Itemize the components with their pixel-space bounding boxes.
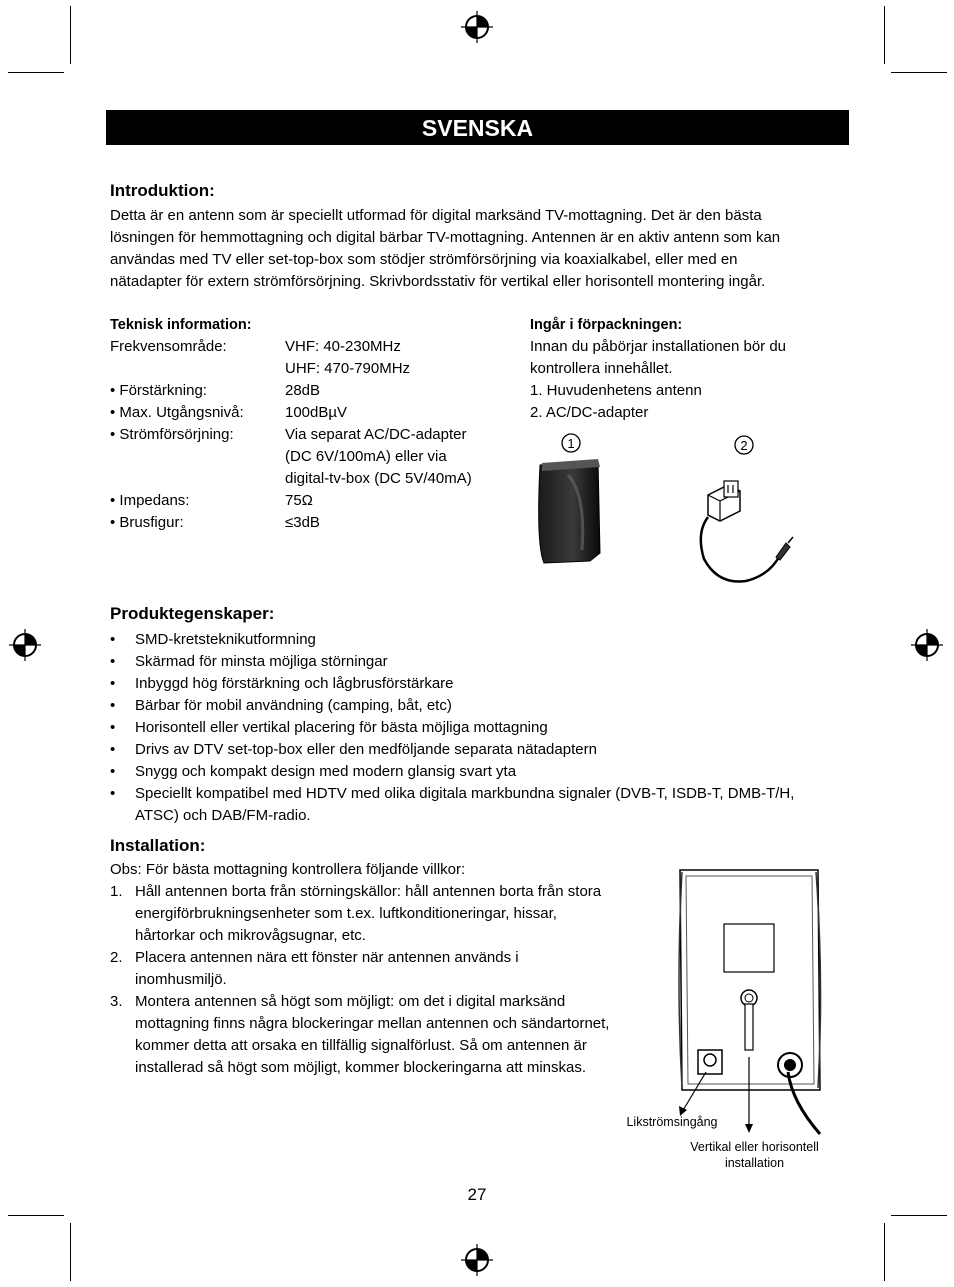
package-line: 1. Huvudenhetens antenn [530,382,702,399]
list-item-text: Snygg och kompakt design med modern glansig svart yta [135,763,517,780]
tech-row [110,424,505,446]
intro-line: Detta är en antenn som är speciellt utformad för digital marksänd TV-mottagning. Det är den bästa [110,207,762,224]
tech-value: 28dB [285,382,321,399]
tech-key: • Strömförsörjning: [110,426,234,443]
step-text: hårtorkar och mikrovågsugnar, etc. [135,927,366,944]
installation-note: Obs: För bästa mottagning kontrollera följande villkor: [110,861,466,878]
figure-label-2-text: 2 [740,438,748,453]
tech-key: • Förstärkning: [110,382,207,399]
intro-line: lösningen för hemmottagning och digital bärbar TV-mottagning. Antennen är en aktiv antenn som kan [110,229,781,246]
features-list [110,629,855,827]
list-item-text: Speciellt kompatibel med HDTV med olika digitala markbundna signaler (DVB-T, ISDB-T, DMB-T/H, [135,785,795,802]
tech-row [110,402,505,424]
tech-value: Via separat AC/DC-adapter [285,426,467,443]
package-contents-illustration [528,425,798,595]
list-item-text: Inbyggd hög förstärkning och lågbrusförstärkare [135,675,454,692]
list-item-text: Skärmad för minsta möjliga störningar [135,653,388,670]
installation-steps [110,881,655,1079]
intro-heading: Introduktion: [110,181,215,200]
list-item [110,739,855,761]
caption-mounting [672,1139,837,1171]
tech-table [110,336,505,534]
list-item-text: Drivs av DTV set-top-box eller den medföljande separata nätadaptern [135,741,597,758]
list-item [110,881,655,947]
installation-heading: Installation: [110,836,206,855]
package-line: kontrollera innehållet. [530,360,673,377]
intro-paragraph [110,205,855,293]
bullet: • [110,653,116,670]
step-text: energiförbrukningsenheter som t.ex. luftkonditioneringar, hissar, [135,905,557,922]
tech-value: VHF: 40-230MHz [285,338,401,355]
step-text: installerad så högt som möjligt, kommer blockeringarna att minskas. [135,1059,587,1076]
step-text: Håll antennen borta från störningskällor: håll antennen borta från stora [135,883,602,900]
tech-value: (DC 6V/100mA) eller via [285,448,447,465]
antenna-back-illustration [660,862,850,1137]
package-line: 2. AC/DC-adapter [530,404,649,421]
label-area [724,924,774,972]
step-text: kommer detta att orsaka en tillfällig signalförlust. Så om antennen är [135,1037,587,1054]
tech-key: • Max. Utgångsnivå: [110,404,244,421]
features-heading: Produktegenskaper: [110,604,275,623]
tech-row [110,468,505,490]
list-item [110,651,855,673]
caption-dc-input: Likströmsingång [626,1115,718,1129]
list-item-text: ATSC) och DAB/FM-radio. [135,807,311,824]
tech-key [110,446,285,468]
crop-mark [70,1223,71,1281]
step-text: Placera antennen nära ett fönster när antennen används i [135,949,519,966]
caption-line: installation [724,1156,785,1170]
registration-mark-icon [910,628,944,662]
tech-key [110,468,285,490]
caption-line: Vertikal eller horisontell [690,1140,819,1154]
crop-mark [891,1215,947,1216]
step-number: 1. [110,883,123,900]
tech-value: 100dBµV [285,404,348,421]
crop-mark [884,6,885,64]
page-number: 27 [467,1185,487,1204]
step-text: Montera antennen så högt som möjligt: om det i digital marksänd [135,993,566,1010]
tech-heading: Teknisk information: [110,317,252,333]
tech-key: Frekvensområde: [110,338,227,355]
step-text: mottagning finns några blockeringar mellan antennen och sändartornet, [135,1015,610,1032]
tech-key [110,358,285,380]
list-item [110,991,655,1079]
tech-value: digital-tv-box (DC 5V/40mA) [285,470,472,487]
bullet: • [110,719,116,736]
tech-row [110,336,505,358]
registration-mark-icon [8,628,42,662]
tech-row [110,490,505,512]
tech-value: ≤3dB [285,514,320,531]
bullet: • [110,763,116,780]
package-text [530,336,850,424]
step-number: 2. [110,949,123,966]
bullet: • [110,785,116,802]
section-banner: SVENSKA [106,110,849,145]
list-item [110,947,655,991]
tech-row [110,446,505,468]
list-item [110,629,855,651]
list-item-text: Bärbar för mobil användning (camping, båt, etc) [135,697,452,714]
crop-mark [884,1223,885,1281]
figure-label-1-text: 1 [567,436,575,451]
tech-row [110,380,505,402]
crop-mark [8,1215,64,1216]
tech-value: 75Ω [285,492,313,509]
tech-value: UHF: 470-790MHz [285,360,411,377]
bullet: • [110,697,116,714]
tech-key: • Brusfigur: [110,514,184,531]
tech-row [110,358,505,380]
antenna-unit-icon [539,459,600,563]
crop-mark [70,6,71,64]
bullet: • [110,741,116,758]
intro-line: nätadapter för extern strömförsörjning. Skrivbordsstativ för vertikal eller horisontell montering ingår. [110,273,766,290]
list-item [110,783,855,827]
bullet: • [110,631,116,648]
list-item [110,673,855,695]
tech-key: • Impedans: [110,492,190,509]
bullet: • [110,675,116,692]
step-number: 3. [110,993,123,1010]
tech-row [110,512,505,534]
step-text: inomhusmiljö. [135,971,227,988]
list-item [110,761,855,783]
list-item-text: Horisontell eller vertikal placering för bästa möjliga mottagning [135,719,548,736]
list-item [110,695,855,717]
registration-mark-icon [460,10,494,44]
list-item-text: SMD-kretsteknikutformning [135,631,316,648]
package-heading: Ingår i förpackningen: [530,317,683,333]
crop-mark [8,72,64,73]
registration-mark-icon [460,1243,494,1277]
ac-dc-adapter-icon [701,481,793,582]
list-item [110,717,855,739]
intro-line: användas med TV eller set-top-box som stödjer strömförsörjning via koaxialkabel, eller med en [110,251,738,268]
crop-mark [891,72,947,73]
package-line: Innan du påbörjar installationen bör du [530,338,787,355]
